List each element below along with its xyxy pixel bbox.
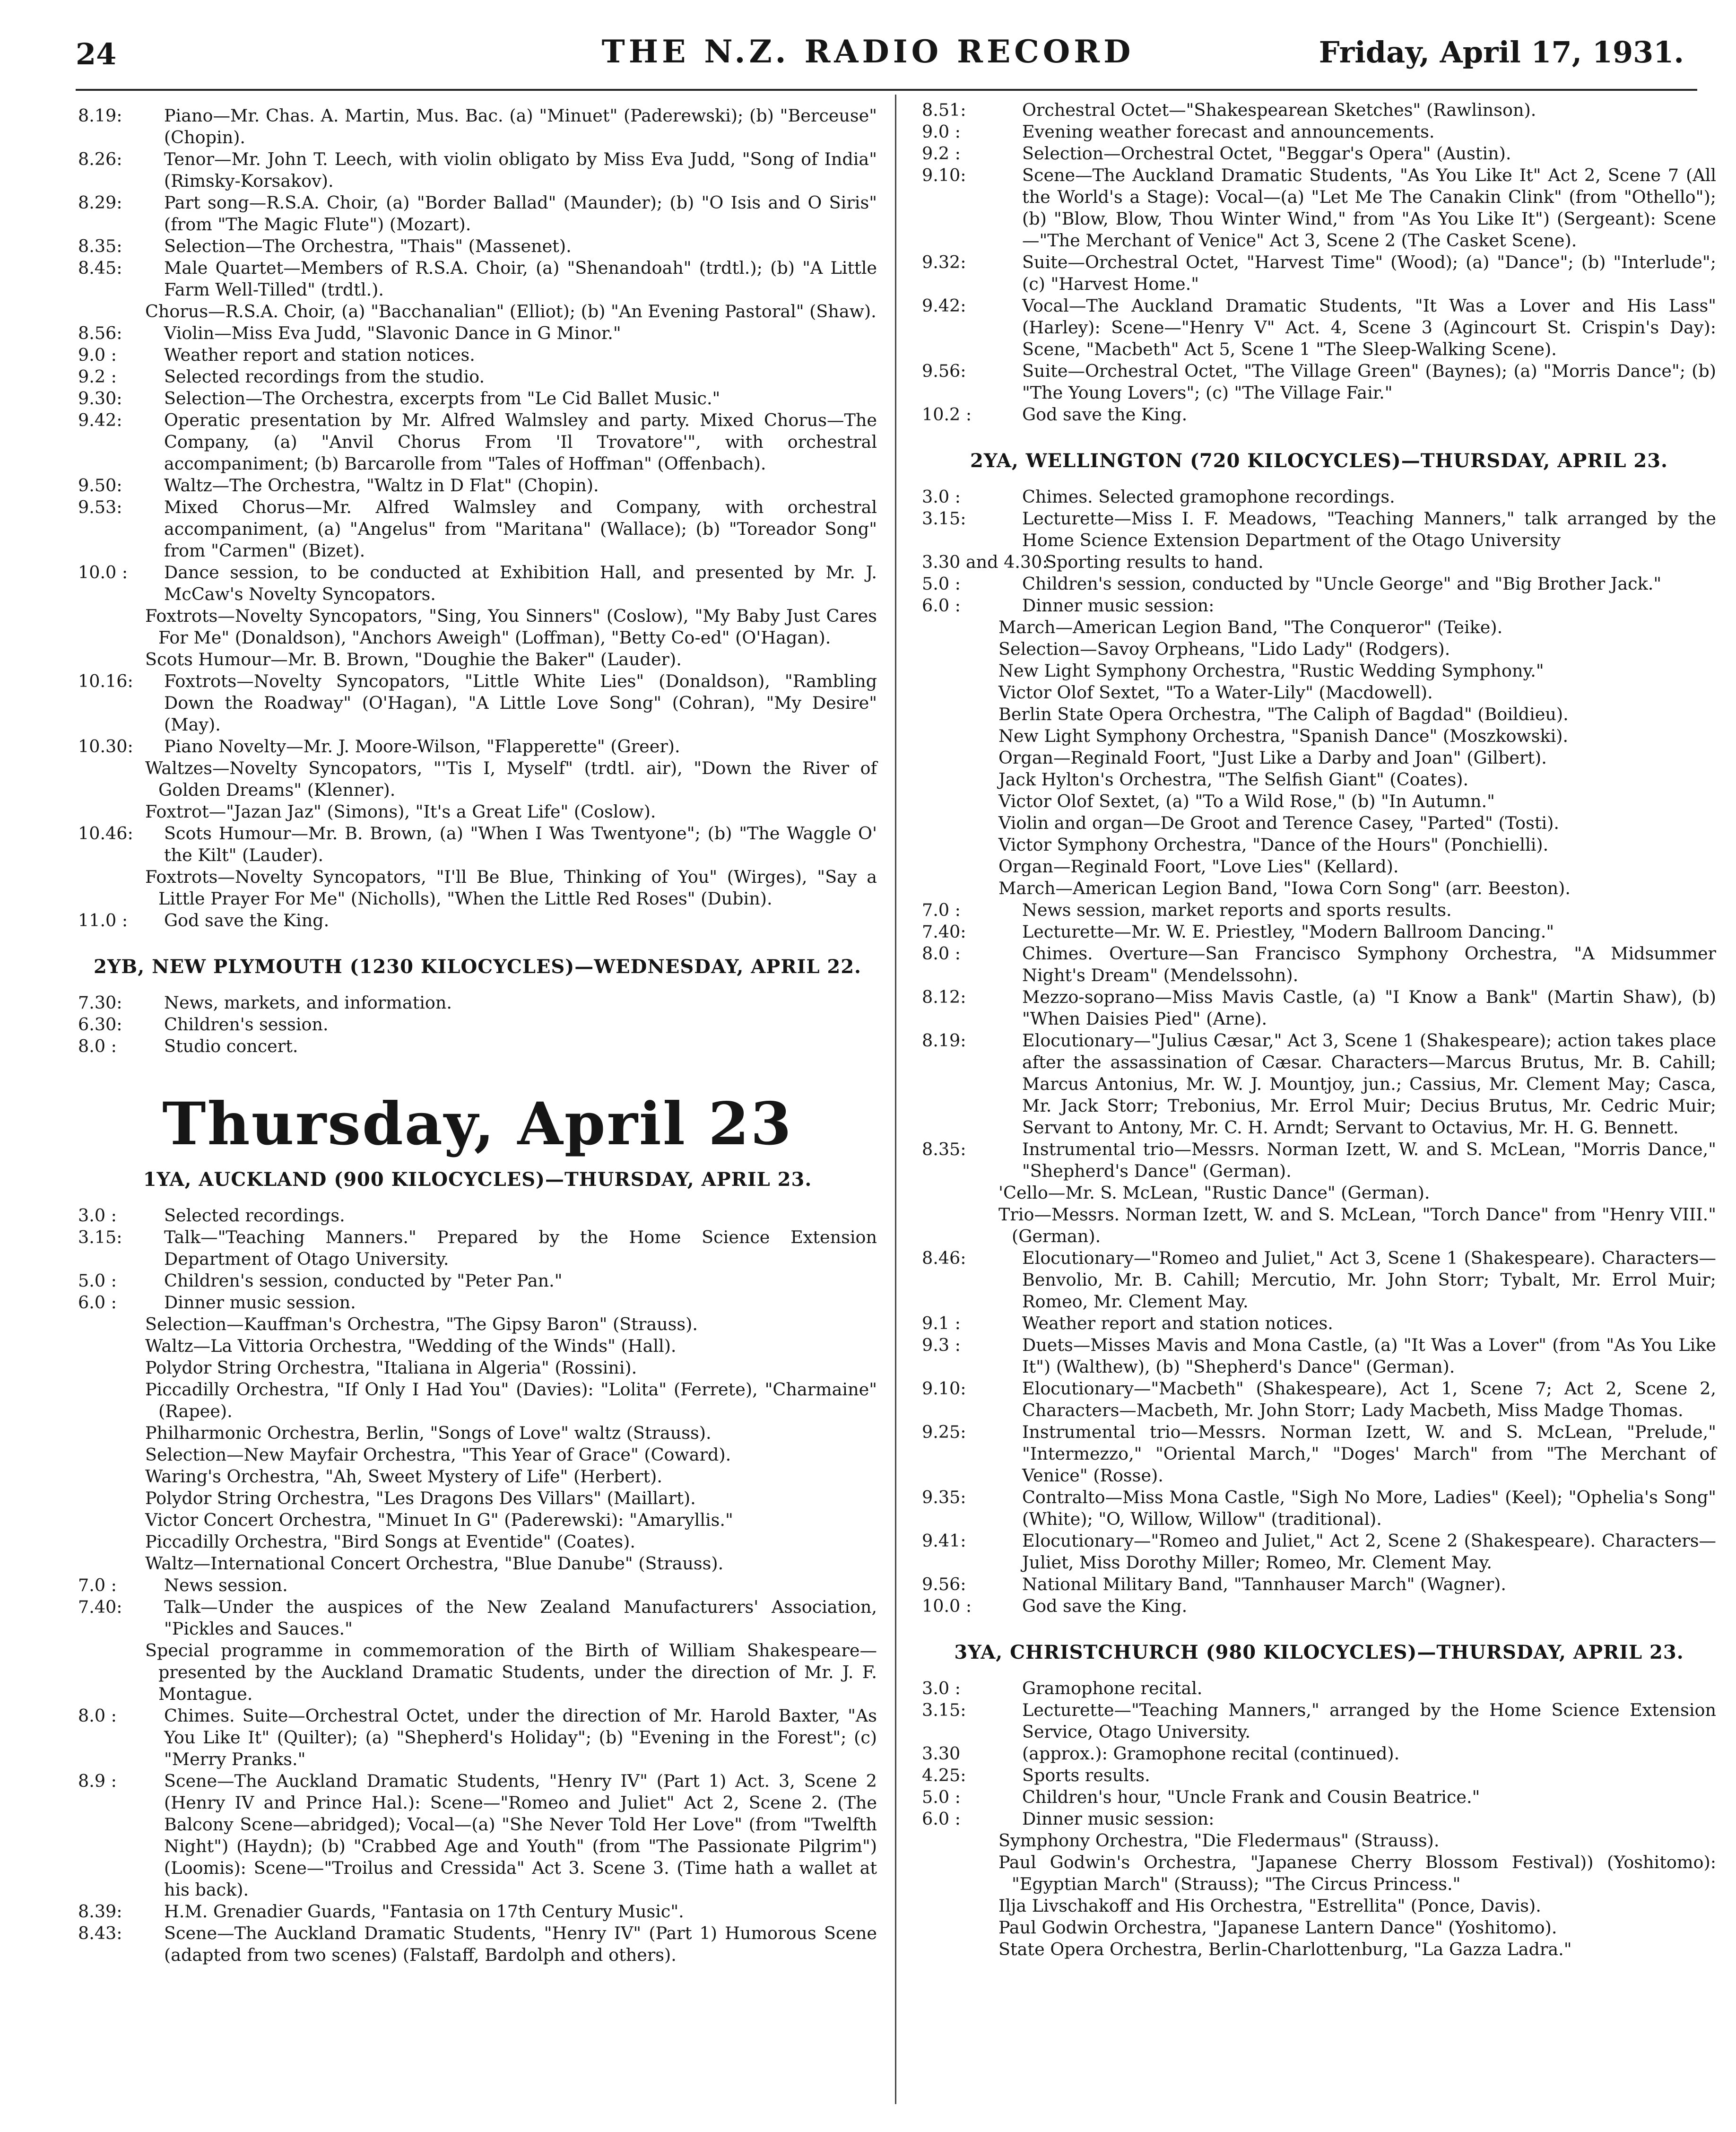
entry-time: 9.10: xyxy=(922,165,966,185)
programme-entry xyxy=(78,105,877,148)
entry-text: Lecturette—"Teaching Manners," arranged by the Home Science Extension Service, Otago University. xyxy=(1022,1700,1716,1742)
programme-entry xyxy=(922,1530,1716,1574)
entry-text: Dinner music session: xyxy=(1022,595,1215,616)
entry-text: Duets—Misses Mavis and Mona Castle, (a) "It Was a Lover" (from "As You Like It") (Walthew), (b) "Shepherd's Dance" (German). xyxy=(1022,1335,1716,1377)
entry-time: 3.30 xyxy=(922,1743,961,1764)
programme-sub-item: Trio—Messrs. Norman Izett, W. and S. McLean, "Torch Dance" from "Henry VIII." (German). xyxy=(998,1204,1716,1246)
entry-text: H.M. Grenadier Guards, "Fantasia on 17th Century Music". xyxy=(164,1901,684,1922)
programme-entry xyxy=(922,1678,1716,1699)
entry-time: 7.30: xyxy=(78,992,122,1013)
programme-sub-item: 'Cello—Mr. S. McLean, "Rustic Dance" (German). xyxy=(998,1183,1430,1203)
entry-time: 9.32: xyxy=(922,252,966,272)
programme-sub-item: Paul Godwin's Orchestra, "Japanese Cherry Blossom Festival)) (Yoshitomo): "Egyptian March" (Strauss); "The Circus Princess." xyxy=(998,1852,1716,1894)
programme-sub-item: Foxtrot—"Jazan Jaz" (Simons), "It's a Great Life" (Coslow). xyxy=(145,801,656,822)
entry-time: 8.26: xyxy=(78,149,122,169)
entry-text: Instrumental trio—Messrs. Norman Izett, W. and S. McLean, "Morris Dance," "Shepherd's Dance" (German). xyxy=(1022,1139,1716,1181)
station-heading-2ya: 2YA, WELLINGTON (720 KILOCYCLES)—THURSDAY, APRIL 23. xyxy=(970,450,1668,472)
right-entries-e xyxy=(922,1678,1716,1830)
station-heading-3ya: 3YA, CHRISTCHURCH (980 KILOCYCLES)—THURSDAY, APRIL 23. xyxy=(954,1641,1684,1663)
entry-time: 9.42: xyxy=(922,296,966,316)
entry-text: God save the King. xyxy=(1022,1596,1188,1616)
entry-text: Instrumental trio—Messrs. Norman Izett, W. and S. McLean, "Prelude," "Intermezzo," "Oriental March," "Doges' March" from "The Merchant of Venice" (Rosse). xyxy=(1022,1422,1716,1486)
entry-text: Chimes. Overture—San Francisco Symphony Orchestra, "A Midsummer Night's Dream" (Mendelssohn). xyxy=(1022,943,1716,985)
programme-sub-item: Violin and organ—De Groot and Terence Casey, "Parted" (Tosti). xyxy=(998,813,1560,833)
day-heading: Thursday, April 23 xyxy=(162,1090,793,1158)
entry-text: Elocutionary—"Julius Cæsar," Act 3, Scene 1 (Shakespeare); action takes place after the assassination of Cæsar. Characters—Marcus Brutus, Mr. B. Cahill; Marcus Antonius, Mr. W. J. Mountjoy, jun.; Cassius, Mr. Clement May; Casca, Mr. Jack Storr; Trebonius, Mr. Errol Muir; Decius Brutus, Mr. Cedric Muir; Servant to Antony, Mr. C. H. Arndt; Servant to Octavius, Mr. H. G. Bennett. xyxy=(1022,1030,1716,1138)
programme-sub-item: Organ—Reginald Foort, "Love Lies" (Kellard). xyxy=(998,856,1399,877)
entry-time: 8.19: xyxy=(922,1030,966,1051)
entry-text: Studio concert. xyxy=(164,1036,298,1056)
entry-text: Male Quartet—Members of R.S.A. Choir, (a) "Shenandoah" (trdtl.); (b) "A Little Farm Well-Tilled" (trdtl.). xyxy=(164,258,877,300)
entry-time: 8.56: xyxy=(78,323,122,343)
programme-sub-item: Victor Olof Sextet, "To a Water-Lily" (Macdowell). xyxy=(998,682,1433,703)
programme-entry xyxy=(922,121,1716,143)
programme-sub-item: State Opera Orchestra, Berlin-Charlottenburg, "La Gazza Ladra." xyxy=(998,1939,1572,1959)
right-entries-c xyxy=(922,899,1716,1182)
entry-text: Talk—"Teaching Manners." Prepared by the Home Science Extension Department of Otago University. xyxy=(164,1227,877,1269)
programme-entry xyxy=(922,165,1716,252)
programme-entry xyxy=(922,1421,1716,1487)
programme-entry xyxy=(922,899,1716,921)
programme-sub-item: March—American Legion Band, "The Conqueror" (Teike). xyxy=(998,617,1503,637)
entry-time: 9.0 : xyxy=(922,122,961,142)
programme-entry xyxy=(78,366,877,388)
programme-entry xyxy=(78,409,877,475)
programme-entry xyxy=(78,388,877,409)
programme-sub-item: Selection—Kauffman's Orchestra, "The Gipsy Baron" (Strauss). xyxy=(145,1314,698,1334)
programme-sub-item: Waring's Orchestra, "Ah, Sweet Mystery of Life" (Herbert). xyxy=(145,1466,662,1487)
right-column xyxy=(922,99,1716,1960)
entry-time: 9.42: xyxy=(78,410,122,430)
programme-entry xyxy=(922,1574,1716,1595)
programme-entry xyxy=(78,1014,877,1036)
entry-time: 8.29: xyxy=(78,192,122,213)
programme-entry xyxy=(922,1030,1716,1139)
entry-time: 9.1 : xyxy=(922,1313,961,1333)
programme-sub-item: Polydor String Orchestra, "Les Dragons Des Villars" (Maillart). xyxy=(145,1488,696,1508)
programme-entry xyxy=(78,496,877,562)
entry-text: Sports results. xyxy=(1022,1765,1150,1785)
entry-time: 7.40: xyxy=(78,1597,122,1617)
entry-text: Tenor—Mr. John T. Leech, with violin obligato by Miss Eva Judd, "Song of India" (Rimsky-Korsakov). xyxy=(164,149,877,191)
left-entries-i xyxy=(78,1705,877,1966)
entry-text: Evening weather forecast and announcements. xyxy=(1022,122,1435,142)
programme-entry xyxy=(922,1334,1716,1378)
entry-time: 10.2 : xyxy=(922,404,972,425)
entry-text: Dance session, to be conducted at Exhibition Hall, and presented by Mr. J. McCaw's Novelty Syncopators. xyxy=(164,562,877,604)
entry-text: Gramophone recital. xyxy=(1022,1678,1203,1698)
entry-time: 10.0 : xyxy=(922,1596,972,1616)
entry-time: 7.0 : xyxy=(922,900,961,920)
programme-sub-item: Special programme in commemoration of the Birth of William Shakespeare—presented by the Auckland Dramatic Students, under the direction of Mr. J. F. Montague. xyxy=(145,1640,877,1704)
left-sub-b xyxy=(78,605,877,670)
programme-entry xyxy=(922,1313,1716,1334)
entry-time: 8.0 : xyxy=(922,943,961,964)
programme-entry xyxy=(78,1923,877,1966)
programme-entry xyxy=(922,921,1716,943)
entry-text: Dinner music session. xyxy=(164,1292,356,1313)
programme-entry xyxy=(78,1770,877,1901)
programme-sub-item: Foxtrots—Novelty Syncopators, "Sing, You Sinners" (Coslow), "My Baby Just Cares For Me" (Donaldson), "Anchors Aweigh" (Loffman), "Betty Co-ed" (O'Hagan). xyxy=(145,606,877,648)
entry-time: 10.30: xyxy=(78,736,133,757)
entry-time: 8.0 : xyxy=(78,1706,117,1726)
left-entries-f xyxy=(78,992,877,1057)
programme-entry xyxy=(78,1575,877,1596)
right-entries-b xyxy=(922,486,1716,617)
entry-time: 3.30 and 4.30: xyxy=(922,552,1048,572)
entry-time: 6.30: xyxy=(78,1014,122,1035)
entry-time: 4.25: xyxy=(922,1765,966,1785)
entry-time: 8.39: xyxy=(78,1901,122,1922)
entry-text: Piano Novelty—Mr. J. Moore-Wilson, "Flapperette" (Greer). xyxy=(164,736,680,757)
programme-entry xyxy=(922,1699,1716,1743)
entry-time: 8.12: xyxy=(922,987,966,1007)
entry-text: Dinner music session: xyxy=(1022,1809,1215,1829)
programme-entry xyxy=(922,943,1716,986)
entry-time: 9.35: xyxy=(922,1487,966,1507)
entry-text: Selection—The Orchestra, "Thais" (Massenet). xyxy=(164,236,572,256)
masthead xyxy=(0,33,1736,85)
programme-entry xyxy=(78,736,877,757)
entry-text: News, markets, and information. xyxy=(164,992,452,1013)
entry-time: 8.35: xyxy=(922,1139,966,1159)
left-entries-g xyxy=(78,1205,877,1314)
programme-entry xyxy=(922,551,1716,573)
entry-time: 6.0 : xyxy=(922,1809,961,1829)
entry-time: 5.0 : xyxy=(922,1787,961,1807)
programme-sub-item: Jack Hylton's Orchestra, "The Selfish Giant" (Coates). xyxy=(998,769,1469,790)
programme-sub-item: New Light Symphony Orchestra, "Spanish Dance" (Moszkowski). xyxy=(998,726,1569,746)
programme-sub-item: New Light Symphony Orchestra, "Rustic Wedding Symphony." xyxy=(998,661,1544,681)
programme-sub-item: Selection—Savoy Orpheans, "Lido Lady" (Rodgers). xyxy=(998,639,1450,659)
programme-entry xyxy=(922,1247,1716,1313)
entry-time: 3.15: xyxy=(922,508,966,529)
entry-time: 9.2 : xyxy=(78,366,117,387)
right-sub-c xyxy=(922,1182,1716,1247)
programme-entry xyxy=(922,360,1716,404)
programme-sub-item: Berlin State Opera Orchestra, "The Caliph of Bagdad" (Boildieu). xyxy=(998,704,1569,724)
right-sub-b xyxy=(922,617,1716,899)
publication-title: THE N.Z. RADIO RECORD xyxy=(601,33,1135,70)
programme-sub-item: Waltz—International Concert Orchestra, "Blue Danube" (Strauss). xyxy=(145,1553,724,1574)
programme-entry xyxy=(922,1765,1716,1786)
programme-sub-item: Chorus—R.S.A. Choir, (a) "Bacchanalian" (Elliot); (b) "An Evening Pastoral" (Shaw). xyxy=(145,301,877,322)
programme-entry xyxy=(78,148,877,192)
programme-entry xyxy=(78,475,877,496)
programme-entry xyxy=(922,295,1716,360)
entry-time: 9.25: xyxy=(922,1422,966,1442)
entry-time: 8.9 : xyxy=(78,1771,117,1791)
left-sub-d xyxy=(78,866,877,910)
programme-sub-item: Waltz—La Vittoria Orchestra, "Wedding of the Winds" (Hall). xyxy=(145,1336,677,1356)
programme-sub-item: Organ—Reginald Foort, "Just Like a Darby and Joan" (Gilbert). xyxy=(998,748,1547,768)
programme-entry xyxy=(78,1205,877,1227)
entry-text: (approx.): Gramophone recital (continued). xyxy=(1022,1743,1400,1764)
entry-time: 10.0 : xyxy=(78,562,128,583)
entry-time: 3.0 : xyxy=(922,1678,961,1698)
entry-text: News session, market reports and sports results. xyxy=(1022,900,1452,920)
programme-sub-item: Victor Concert Orchestra, "Minuet In G" (Paderewski): "Amaryllis." xyxy=(145,1510,733,1530)
entry-time: 3.0 : xyxy=(78,1205,117,1226)
programme-sub-item: Paul Godwin Orchestra, "Japanese Lantern Dance" (Yoshitomo). xyxy=(998,1917,1557,1938)
left-entries-c xyxy=(78,670,877,757)
programme-entry xyxy=(78,910,877,931)
programme-entry xyxy=(922,1487,1716,1530)
programme-sub-item: Victor Symphony Orchestra, "Dance of the Hours" (Ponchielli). xyxy=(998,835,1549,855)
left-sub-h xyxy=(78,1640,877,1705)
entry-time: 10.16: xyxy=(78,671,133,691)
entry-text: Children's hour, "Uncle Frank and Cousin Beatrice." xyxy=(1022,1787,1480,1807)
entry-time: 3.15: xyxy=(922,1700,966,1720)
programme-entry xyxy=(78,1901,877,1923)
entry-text: Selection—The Orchestra, excerpts from "Le Cid Ballet Music." xyxy=(164,388,720,409)
programme-sub-item: Victor Olof Sextet, (a) "To a Wild Rose," (b) "In Autumn." xyxy=(998,791,1495,811)
programme-entry xyxy=(78,235,877,257)
programme-entry xyxy=(922,1378,1716,1421)
programme-entry xyxy=(922,1595,1716,1617)
entry-text: Orchestral Octet—"Shakespearean Sketches" (Rawlinson). xyxy=(1022,100,1536,120)
right-entries-a xyxy=(922,99,1716,426)
entry-time: 7.0 : xyxy=(78,1575,117,1595)
entry-time: 5.0 : xyxy=(922,574,961,594)
programme-entry xyxy=(922,573,1716,595)
programme-entry xyxy=(78,823,877,866)
entry-text: National Military Band, "Tannhauser March" (Wagner). xyxy=(1022,1574,1506,1594)
entry-text: Operatic presentation by Mr. Alfred Walmsley and party. Mixed Chorus—The Company, (a) "Anvil Chorus From 'Il Trovatore'", with orchestral accompaniment; (b) Barcarolle from "Tales of Hoffman" (Offenbach). xyxy=(164,410,877,474)
programme-entry xyxy=(922,252,1716,295)
entry-text: Suite—Orchestral Octet, "Harvest Time" (Wood); (a) "Dance"; (b) "Interlude"; (c) "Harvest Home." xyxy=(1022,252,1716,294)
entry-time: 8.45: xyxy=(78,258,122,278)
programme-entry xyxy=(922,986,1716,1030)
entry-time: 8.51: xyxy=(922,100,966,120)
entry-time: 9.50: xyxy=(78,475,122,496)
programme-sub-item: Piccadilly Orchestra, "Bird Songs at Eventide" (Coates). xyxy=(145,1532,635,1552)
entry-text: Mixed Chorus—Mr. Alfred Walmsley and Company, with orchestral accompaniment, (a) "Angelus" from "Maritana" (Wallace); (b) "Toreador Song" from "Carmen" (Bizet). xyxy=(164,497,877,561)
entry-time: 8.43: xyxy=(78,1923,122,1943)
entry-text: Suite—Orchestral Octet, "The Village Green" (Baynes); (a) "Morris Dance"; (b) "The Young Lovers"; (c) "The Village Fair." xyxy=(1022,361,1716,403)
entry-text: Elocutionary—"Romeo and Juliet," Act 3, Scene 1 (Shakespeare). Characters—Benvolio, Mr. B. Cahill; Mercutio, Mr. John Storr; Tybalt, Mr. Errol Muir; Romeo, Mr. Clement May. xyxy=(1022,1248,1716,1312)
entry-text: Weather report and station notices. xyxy=(164,345,475,365)
left-entries-a xyxy=(78,105,877,301)
entry-time: 8.0 : xyxy=(78,1036,117,1056)
programme-entry xyxy=(78,670,877,736)
programme-sub-item: March—American Legion Band, "Iowa Corn Song" (arr. Beeston). xyxy=(998,878,1571,898)
programme-entry xyxy=(922,1743,1716,1765)
right-entries-d xyxy=(922,1247,1716,1617)
programme-sub-item: Waltzes—Novelty Syncopators, "'Tis I, Myself" (trdtl. air), "Down the River of Golden Dreams" (Klenner). xyxy=(145,758,877,800)
programme-entry xyxy=(78,562,877,605)
entry-time: 8.46: xyxy=(922,1248,966,1268)
programme-entry xyxy=(922,508,1716,551)
entry-time: 9.56: xyxy=(922,1574,966,1594)
programme-sub-item: Piccadilly Orchestra, "If Only I Had You" (Davies): "Lolita" (Ferrete), "Charmaine" (Rapee). xyxy=(145,1379,877,1421)
entry-time: 11.0 : xyxy=(78,910,128,931)
programme-entry xyxy=(922,595,1716,617)
programme-sub-item: Scots Humour—Mr. B. Brown, "Doughie the Baker" (Lauder). xyxy=(145,649,682,670)
programme-entry xyxy=(922,1139,1716,1182)
entry-time: 6.0 : xyxy=(922,595,961,616)
entry-time: 3.0 : xyxy=(922,487,961,507)
programme-entry xyxy=(922,99,1716,121)
entry-text: Elocutionary—"Macbeth" (Shakespeare), Act 1, Scene 7; Act 2, Scene 2, Characters—Macbeth, Mr. John Storr; Lady Macbeth, Miss Madge Thomas. xyxy=(1022,1378,1716,1420)
left-entries-d xyxy=(78,823,877,866)
programme-entry xyxy=(78,1227,877,1270)
issue-date: Friday, April 17, 1931. xyxy=(1319,35,1684,70)
programme-entry xyxy=(78,992,877,1014)
station-heading-1ya: 1YA, AUCKLAND (900 KILOCYCLES)—THURSDAY, APRIL 23. xyxy=(143,1168,812,1191)
entry-time: 9.30: xyxy=(78,388,122,409)
entry-time: 9.0 : xyxy=(78,345,117,365)
programme-sub-item: Symphony Orchestra, "Die Fledermaus" (Strauss). xyxy=(998,1830,1440,1851)
entry-text: God save the King. xyxy=(1022,404,1188,425)
programme-entry xyxy=(78,1596,877,1640)
entry-text: Children's session, conducted by "Peter Pan." xyxy=(164,1270,563,1291)
left-entries-e xyxy=(78,910,877,931)
programme-entry xyxy=(922,143,1716,165)
programme-entry xyxy=(78,192,877,235)
entry-text: Chimes. Suite—Orchestral Octet, under the direction of Mr. Harold Baxter, "As You Like It" (Quilter); (a) "Shepherd's Holiday"; (b) "Evening in the Forest"; (c) "Merry Pranks." xyxy=(164,1706,877,1769)
entry-text: Lecturette—Mr. W. E. Priestley, "Modern Ballroom Dancing." xyxy=(1022,922,1554,942)
entry-text: Scene—The Auckland Dramatic Students, "Henry IV" (Part 1) Humorous Scene (adapted from two scenes) (Falstaff, Bardolph and others). xyxy=(164,1923,877,1965)
entry-text: Weather report and station notices. xyxy=(1022,1313,1333,1333)
programme-entry xyxy=(78,322,877,344)
programme-sub-item: Polydor String Orchestra, "Italiana in Algeria" (Rossini). xyxy=(145,1358,637,1378)
programme-entry xyxy=(922,486,1716,508)
left-sub-c xyxy=(78,757,877,823)
programme-entry xyxy=(922,404,1716,426)
header-rule xyxy=(76,89,1697,91)
programme-entry xyxy=(78,257,877,301)
entry-text: Foxtrots—Novelty Syncopators, "Little White Lies" (Donaldson), "Rambling Down the Roadway" (O'Hagan), "A Little Love Song" (Cohran), "My Desire" (May). xyxy=(164,671,877,735)
programme-sub-item: Ilja Livschakoff and His Orchestra, "Estrellita" (Ponce, Davis). xyxy=(998,1896,1541,1916)
left-entries-h xyxy=(78,1575,877,1640)
programme-entry xyxy=(78,344,877,366)
entry-time: 8.19: xyxy=(78,105,122,126)
right-sub-e xyxy=(922,1830,1716,1960)
entry-time: 5.0 : xyxy=(78,1270,117,1291)
entry-text: Vocal—The Auckland Dramatic Students, "It Was a Lover and His Lass" (Harley): Scene—"Henry V" Act. 4, Scene 3 (Agincourt St. Crispin's Day): Scene, "Macbeth" Act 5, Scene 1 "The Sleep-Walking Scene). xyxy=(1022,296,1716,359)
programme-entry xyxy=(78,1036,877,1057)
entry-time: 9.10: xyxy=(922,1378,966,1399)
entry-time: 6.0 : xyxy=(78,1292,117,1313)
entry-time: 10.46: xyxy=(78,823,133,844)
entry-text: Contralto—Miss Mona Castle, "Sigh No More, Ladies" (Keel); "Ophelia's Song" (White); "O, Willow, Willow" (traditional). xyxy=(1022,1487,1716,1529)
entry-text: Selected recordings. xyxy=(164,1205,345,1226)
entry-time: 9.2 : xyxy=(922,143,961,164)
entry-text: Lecturette—Miss I. F. Meadows, "Teaching Manners," talk arranged by the Home Science Extension Department of the Otago University xyxy=(1022,508,1716,550)
entry-text: Talk—Under the auspices of the New Zealand Manufacturers' Association, "Pickles and Sauces." xyxy=(164,1597,877,1639)
left-sub-g xyxy=(78,1314,877,1575)
column-divider xyxy=(895,95,896,2104)
station-heading-2yb: 2YB, NEW PLYMOUTH (1230 KILOCYCLES)—WEDNESDAY, APRIL 22. xyxy=(94,956,861,978)
programme-sub-item: Selection—New Mayfair Orchestra, "This Year of Grace" (Coward). xyxy=(145,1445,731,1465)
entry-text: Scene—The Auckland Dramatic Students, "Henry IV" (Part 1) Act. 3, Scene 2 (Henry IV and Prince Hal.): Scene—"Romeo and Juliet" Act 2, Scene 2. (The Balcony Scene—abridged); Vocal—(a) "She Never Told Her Love" (from "Twelfth Night") (Haydn); (b) "Crabbed Age and Youth" (from "The Passionate Pilgrim") (Loomis): Scene—"Troilus and Cressida" Act 3. Scene 3. (Time hath a wallet at his back). xyxy=(164,1771,877,1900)
page-number: 24 xyxy=(76,37,117,71)
entry-text: News session. xyxy=(164,1575,288,1595)
programme-entry xyxy=(78,1270,877,1292)
entry-text: Part song—R.S.A. Choir, (a) "Border Ballad" (Maunder); (b) "O Isis and O Siris" (from "The Magic Flute") (Mozart). xyxy=(164,192,877,235)
entry-time: 7.40: xyxy=(922,922,966,942)
entry-text: God save the King. xyxy=(164,910,330,931)
programme-sub-item: Philharmonic Orchestra, Berlin, "Songs of Love" waltz (Strauss). xyxy=(145,1423,712,1443)
entry-text: Selection—Orchestral Octet, "Beggar's Opera" (Austin). xyxy=(1022,143,1511,164)
entry-time: 9.41: xyxy=(922,1531,966,1551)
entry-text: Children's session. xyxy=(164,1014,329,1035)
entry-text: Piano—Mr. Chas. A. Martin, Mus. Bac. (a) "Minuet" (Paderewski); (b) "Berceuse" (Chopin). xyxy=(164,105,877,148)
programme-entry xyxy=(922,1786,1716,1808)
entry-time: 9.53: xyxy=(78,497,122,517)
entry-text: Chimes. Selected gramophone recordings. xyxy=(1022,487,1395,507)
entry-text: Selected recordings from the studio. xyxy=(164,366,485,387)
entry-text: Scots Humour—Mr. B. Brown, (a) "When I Was Twentyone"; (b) "The Waggle O' the Kilt" (Lauder). xyxy=(164,823,877,865)
entry-text: Sporting results to hand. xyxy=(1045,552,1264,572)
entry-time: 9.3 : xyxy=(922,1335,961,1355)
entry-time: 9.56: xyxy=(922,361,966,381)
entry-text: Violin—Miss Eva Judd, "Slavonic Dance in G Minor." xyxy=(164,323,621,343)
entry-time: 3.15: xyxy=(78,1227,122,1247)
left-column xyxy=(78,105,877,1966)
programme-entry xyxy=(78,1705,877,1770)
entry-text: Elocutionary—"Romeo and Juliet," Act 2, Scene 2 (Shakespeare). Characters—Juliet, Miss Dorothy Miller; Romeo, Mr. Clement May. xyxy=(1022,1531,1716,1573)
programme-entry xyxy=(922,1808,1716,1830)
entry-text: Children's session, conducted by "Uncle George" and "Big Brother Jack." xyxy=(1022,574,1662,594)
programme-sub-item: Foxtrots—Novelty Syncopators, "I'll Be Blue, Thinking of You" (Wirges), "Say a Little Prayer For Me" (Nicholls), "When the Little Red Roses" (Dubin). xyxy=(145,867,877,909)
entry-time: 8.35: xyxy=(78,236,122,256)
entry-text: Mezzo-soprano—Miss Mavis Castle, (a) "I Know a Bank" (Martin Shaw), (b) "When Daisies Pied" (Arne). xyxy=(1022,987,1716,1029)
entry-text: Scene—The Auckland Dramatic Students, "As You Like It" Act 2, Scene 7 (All the World's a Stage): Vocal—(a) "Let Me The Canakin Clink" (from "Othello"); (b) "Blow, Blow, Thou Winter Wind," from "As You Like It") (Sergeant): Scene—"The Merchant of Venice" Act 3, Scene 2 (The Casket Scene). xyxy=(1022,165,1716,251)
entry-text: Waltz—The Orchestra, "Waltz in D Flat" (Chopin). xyxy=(164,475,599,496)
left-entries-b xyxy=(78,322,877,605)
programme-entry xyxy=(78,1292,877,1314)
left-sub-a xyxy=(78,301,877,322)
